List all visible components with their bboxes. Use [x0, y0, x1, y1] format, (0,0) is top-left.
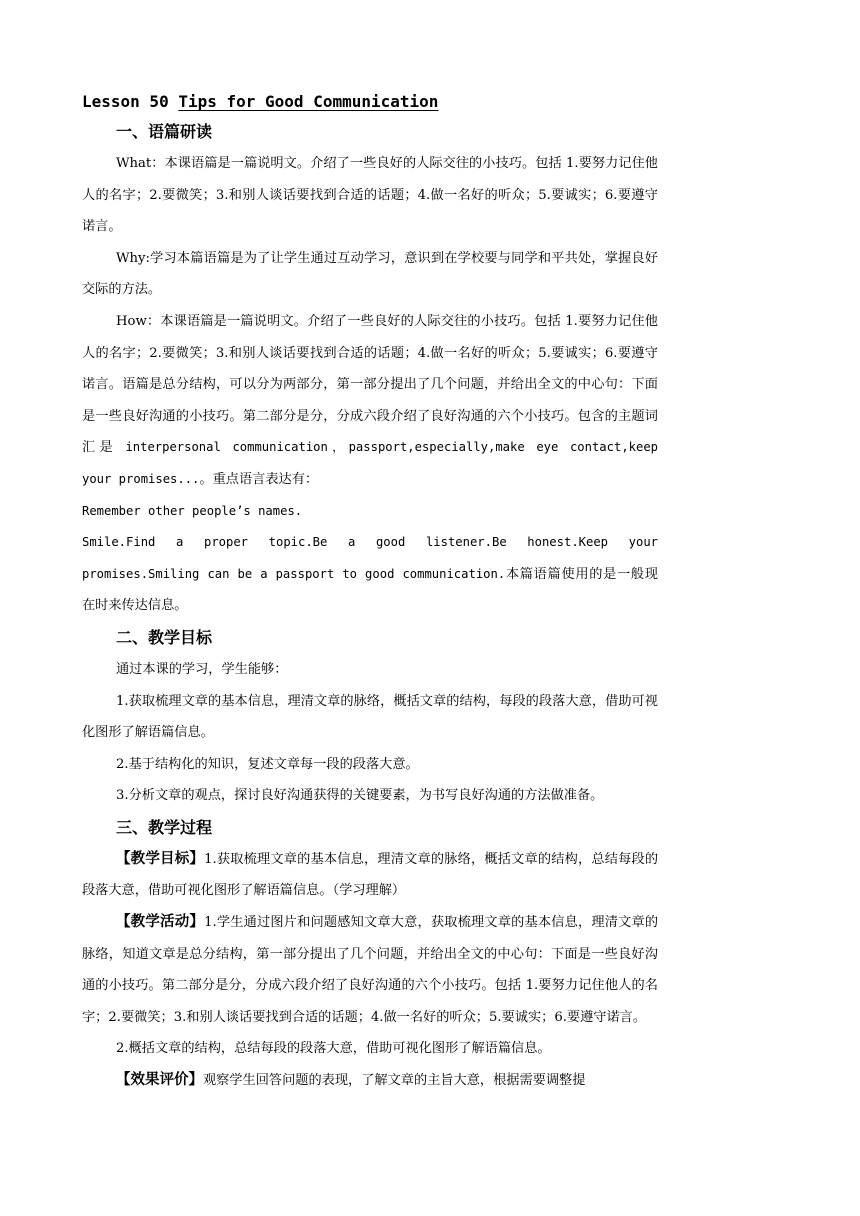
expression-line-2: Smile.Find a proper topic.Be a good listener.Be honest.Keep your promises.Smiling can be a passport to good communication.	[82, 535, 658, 581]
activity-item-2: 2.概括文章的结构，总结每段的段落大意，借助可视化图形了解语篇信息。	[116, 1041, 551, 1057]
objective-paragraph	[82, 844, 658, 907]
lesson-title-underlined: Tips for Good Communication	[178, 92, 439, 111]
activity-label: 【教学活动】	[116, 914, 205, 931]
expression-paragraph	[82, 527, 658, 622]
objective-label: 【教学目标】	[116, 850, 205, 867]
section-heading-3: 三、教学过程	[116, 817, 213, 837]
document-page	[82, 88, 658, 1097]
lesson-title-prefix: Lesson 50	[82, 92, 179, 111]
section-heading-2: 二、教学目标	[116, 627, 213, 647]
goal-item-1: 1.获取梳理文章的基本信息，理清文章的脉络，概括文章的结构，每段的段落大意，借助可视化图形了解语篇信息。	[82, 693, 658, 741]
section-heading-1: 一、语篇研读	[116, 122, 213, 141]
how-text: How：本课语篇是一篇说明文。介绍了一些良好的人际交往的小技巧。包括 1.要努力记住他人的名字；2.要微笑；3.和别人谈话要找到合适的话题；4.做一名好的听众；5.要诚实；6.要遵守诺言。语篇是总分结构，可以分为两部分，第一部分提出了几个问题，并给出全文的中心句：下面是一些良好沟通的小技巧。第二部分是分，分成六段介绍了良好沟通的六个小技巧。包含的主题词汇是	[82, 313, 658, 456]
what-paragraph: What：本课语篇是一篇说明文。介绍了一些良好的人际交往的小技巧。包括 1.要努力记住他人的名字；2.要微笑；3.和别人谈话要找到合适的话题；4.做一名好的听众；5.要诚实；6.要遵守诺言。	[82, 156, 658, 235]
evaluation-paragraph	[82, 1065, 658, 1097]
evaluation-label: 【效果评价】	[116, 1072, 203, 1089]
expression-line-1: Remember other people’s names.	[82, 503, 303, 518]
goals-intro: 通过本课的学习，学生能够：	[116, 661, 288, 677]
how-vocabulary: interpersonal communication，passport,especially,make eye contact,keep your promises...	[82, 440, 659, 486]
objective-text: 1.获取梳理文章的基本信息，理清文章的脉络，概括文章的结构，总结每段的段落大意，借助可视化图形了解语篇信息。（学习理解）	[82, 851, 658, 899]
why-paragraph: Why:学习本篇语篇是为了让学生通过互动学习，意识到在学校要与同学和平共处，掌握良好交际的方法。	[82, 250, 658, 298]
activity-paragraph	[82, 907, 658, 1033]
how-end: 本篇语篇使用的是一般现在时来传达信息。	[82, 566, 658, 614]
how-paragraph	[82, 306, 658, 496]
how-text-2: 。重点语言表达有：	[199, 471, 319, 487]
goal-item-3: 3.分析文章的观点，探讨良好沟通获得的关键要素，为书写良好沟通的方法做准备。	[116, 788, 604, 804]
lesson-title	[82, 88, 658, 116]
activity-text: 1.学生通过图片和问题感知文章大意，获取梳理文章的基本信息，理清文章的脉络，知道文章是总分结构，第一部分提出了几个问题，并给出全文的中心句：下面是一些良好沟通的小技巧。第二部分是分，分成六段介绍了良好沟通的六个小技巧。包括 1.要努力记住他人的名字；2.要微笑；3.和别人谈话要找到合适的话题；4.做一名好的听众；5.要诚实；6.要遵守诺言。	[82, 915, 658, 1025]
goal-item-2: 2.基于结构化的知识，复述文章每一段的段落大意。	[116, 756, 419, 772]
evaluation-text: 观察学生回答问题的表现，了解文章的主旨大意，根据需要调整提	[203, 1073, 586, 1089]
